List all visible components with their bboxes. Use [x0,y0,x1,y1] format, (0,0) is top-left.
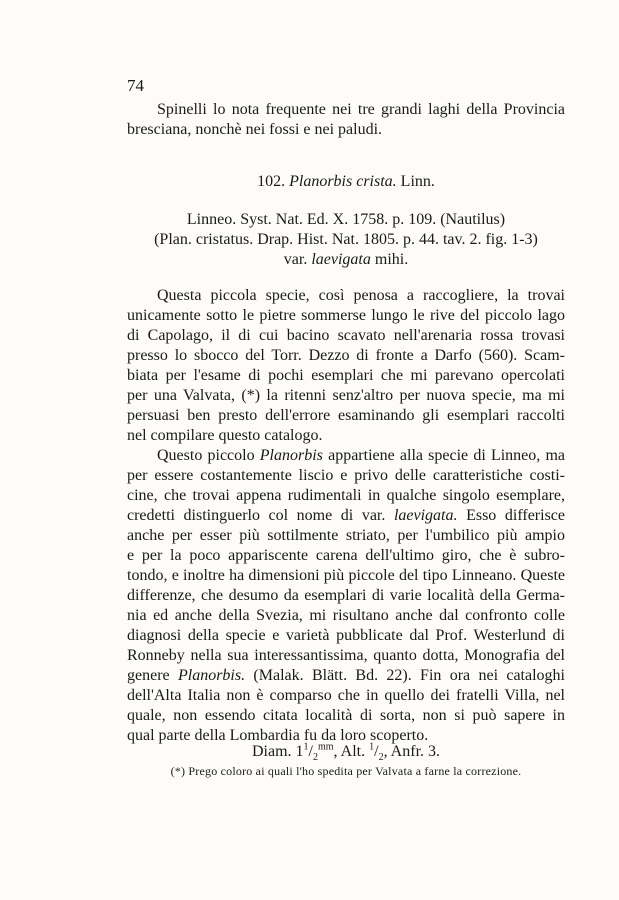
paragraph-line: nia ed anche della Svezia, mi risultano anche dal confronto colle [127,607,565,624]
unit-mm: mm [317,741,334,753]
intro-line: Spinelli lo nota frequente nei tre grandi laghi della Provincia [157,101,565,118]
paragraph-line: anche per esser più sottilmente striato, per l'umbilico più ampio [127,527,565,544]
page-number: 74 [127,76,144,95]
paragraph-line: presso lo sbocco del Torr. Dezzo di fronte a Darfo (560). Scam- [127,347,565,364]
paragraph-line: diagnosi della specie e varietà pubblicate dal Prof. Westerlund di [127,627,565,644]
paragraph-line: cine, che trovai appena rudimentali in qualche singolo esemplare, [127,487,565,504]
variety-name: laevigata [311,251,371,268]
paragraph-line: Ronneby nella sua interessantissima, quanto dotta, Monografia del [127,647,565,664]
paragraph-line: quale, non essendo citata località di sorta, non si può sapere in [127,707,565,724]
species-heading [127,172,565,192]
paragraph-line: nel compilare questo catalogo. [127,427,323,444]
species-author: Linn. [400,173,435,190]
paragraph-line: per essere costantemente liscio e privo delle caratteristiche costi- [127,467,565,484]
paragraph-line: qual parte della Lombardia fu da loro scoperto. [127,727,429,744]
variety-prefix: var. [283,251,308,268]
variety-line [127,250,565,270]
fraction-alt: $^1/_2$ [369,741,384,764]
reference-line: (Plan. cristatus. Drap. Hist. Nat. 1805. p. 44. tav. 2. fig. 1-3) [154,231,538,248]
paragraph-line: credetti distinguerlo col nome di var. laevigata. Esso differisce [127,507,565,524]
reference-line: Linneo. Syst. Nat. Ed. X. 1758. p. 109. (Nautilus) [186,211,506,228]
footnote: (*) Prego coloro ai quali l'ho spedita per Valvata a farne la correzione. [170,764,522,778]
species-name: Planorbis crista. [289,173,397,190]
intro-line: bresciana, nonchè nei fossi e nei paludi. [127,121,383,138]
paragraph-line: genere Planorbis. (Malak. Blätt. Bd. 22). Fin ora nei cataloghi [127,667,565,684]
fraction-diam: $^1/_2$ [303,741,318,764]
dimension-alt: , Alt. [333,743,370,760]
dimension-anfr: , Anfr. 3. [383,743,441,760]
dimensions-line [127,742,565,762]
paragraph-line: unicamente sotto le pietre sommerse lungo le rive del piccolo lago [127,307,565,324]
species-number: 102. [257,173,286,190]
variety-suffix: mihi. [374,251,409,268]
dimension-diam: Diam. 1 [251,743,304,760]
paragraph-line: dell'Alta Italia non è comparso che in quello dei fratelli Villa, nel [127,687,565,704]
paragraph-line: differenze, che desumo da esemplari di varie località della Germa- [127,587,565,604]
paragraph-line: di Capolago, il di cui bacino scavato nell'arenaria rossa trovasi [127,327,565,344]
paragraph-line: tondo, e inoltre ha dimensioni più piccole del tipo Linneano. Queste [127,567,565,584]
paragraph-line: Questa piccola specie, così penosa a raccogliere, la trovai [157,287,565,304]
paragraph-line: e per la poco appariscente carena dell'ultimo giro, che è subro- [127,547,565,564]
paragraph-line: per una Valvata, (*) la ritenni senz'altro per nuova specie, ma mi [127,387,565,404]
paragraph-line: biata per l'esame di pochi esemplari che mi parevano opercolati [127,367,565,384]
paragraph-line: Questo piccolo Planorbis appartiene alla specie di Linneo, ma [157,447,565,464]
paragraph-line: persuasi ben presto dell'errore esaminando gli esemplari raccolti [127,407,565,424]
